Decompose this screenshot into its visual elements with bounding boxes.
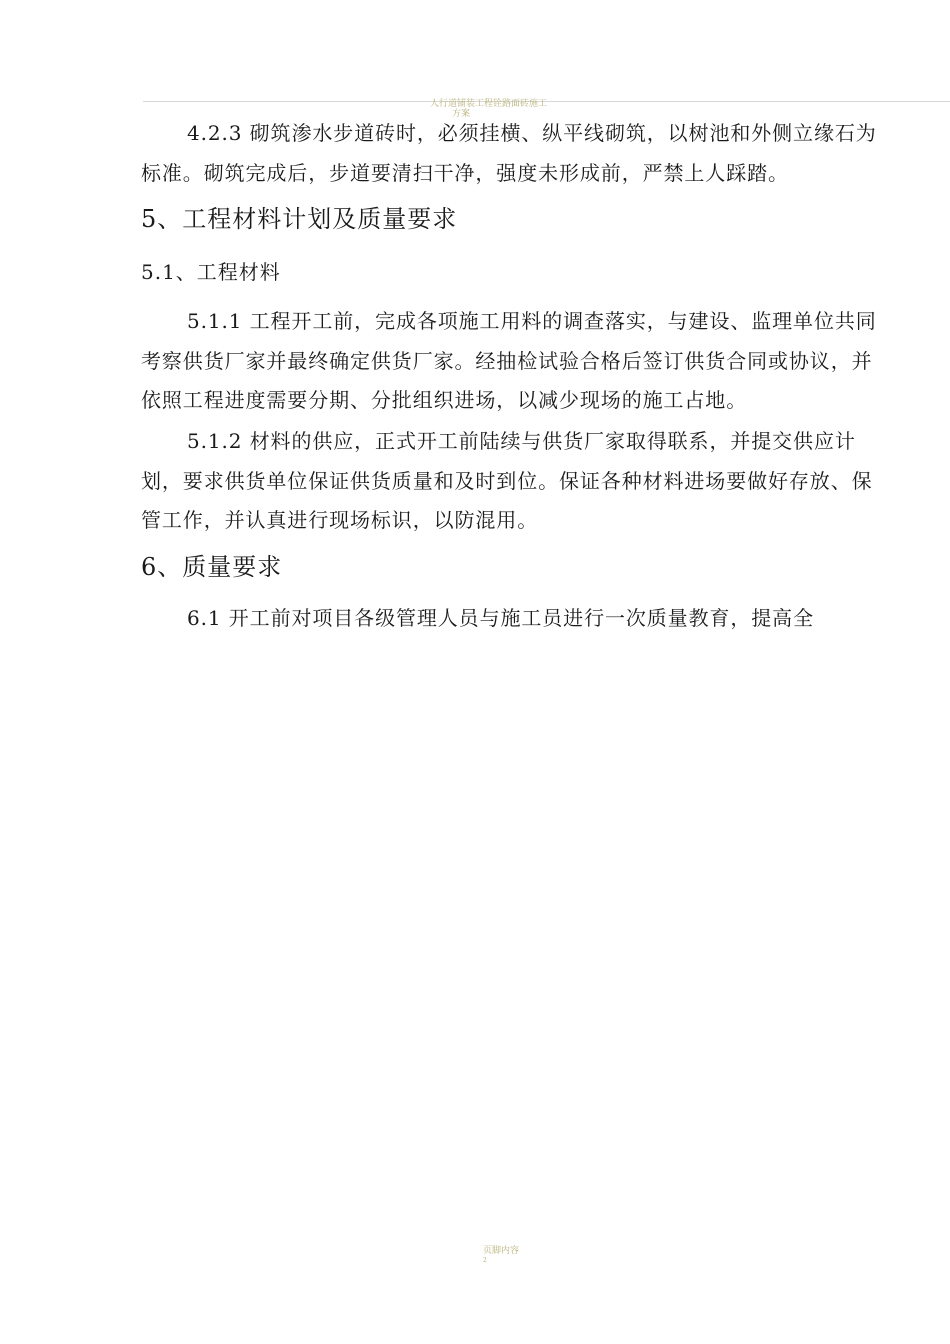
running-header-line2: 方案 [452, 109, 471, 119]
section-heading-5-1: 5.1、工程材料 [141, 260, 281, 284]
section-heading-6: 6、质量要求 [141, 553, 283, 581]
paragraph-5-1-1: 5.1.1 工程开工前，完成各项施工用料的调查落实，与建设、监理单位共同考察供货厂家并最终确定供货厂家。经抽检试验合格后签订供货合同或协议，并依照工程进度需要分期、分批组织进场，以减少现场的施工占地。 [141, 309, 877, 412]
paragraph-5-1-2: 5.1.2 材料的供应，正式开工前陆续与供货厂家取得联系，并提交供应计划，要求供货单位保证供货质量和及时到位。保证各种材料进场要做好存放、保管工作，并认真进行现场标识，以防混用。 [141, 429, 873, 532]
section-heading-5: 5、工程材料计划及质量要求 [141, 205, 458, 233]
paragraph-6-1: 6.1 开工前对项目各级管理人员与施工员进行一次质量教育，提高全 [187, 606, 814, 630]
paragraph-4-2-3: 4.2.3 砌筑渗水步道砖时，必须挂横、纵平线砌筑，以树池和外侧立缘石为标准。砌筑完成后，步道要清扫干净，强度未形成前，严禁上人踩踏。 [141, 121, 877, 185]
footer-page-number: 2 [483, 1257, 487, 1264]
footer-label: 页脚内容 [483, 1246, 520, 1256]
running-header-line1: 人行道铺装工程铨路面砖施工 [430, 99, 548, 109]
